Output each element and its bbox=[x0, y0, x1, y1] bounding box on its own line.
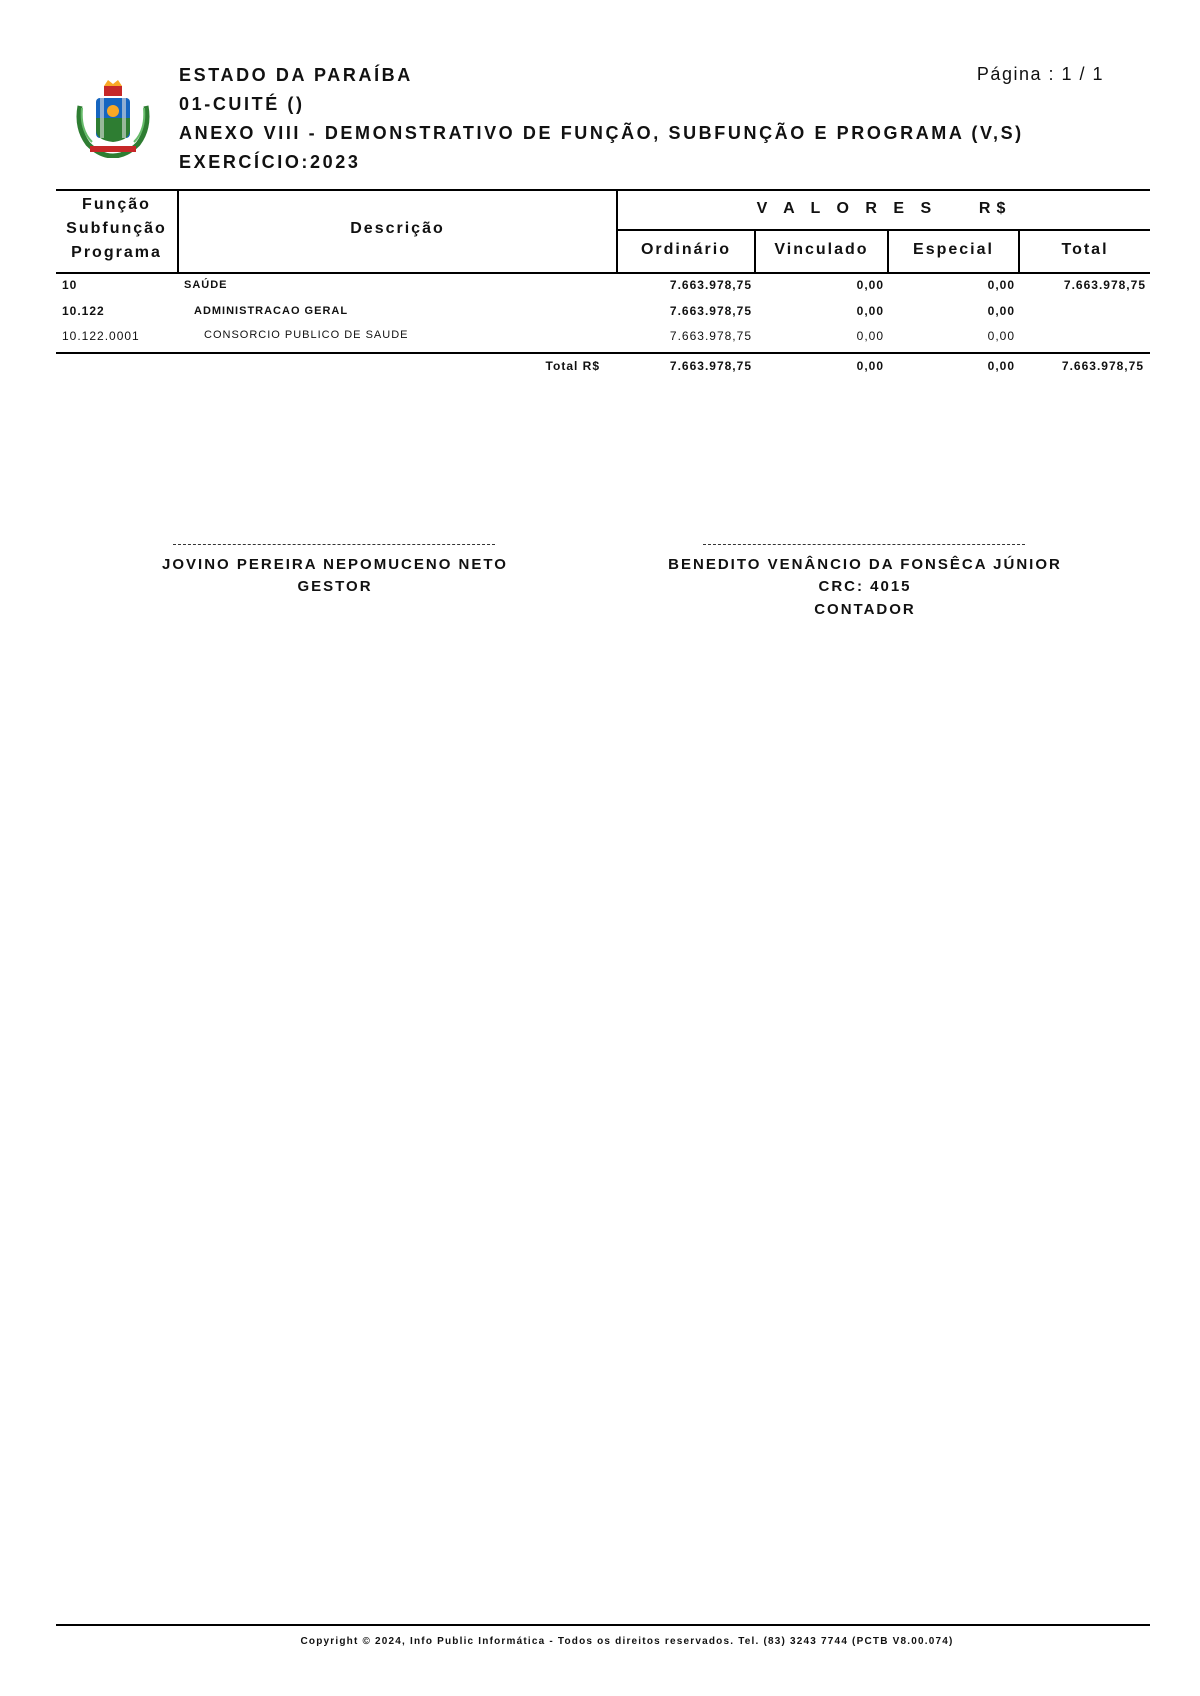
description-header: Descrição bbox=[350, 220, 445, 237]
entity-name: 01-CUITÉ () bbox=[179, 94, 305, 114]
state-coat-of-arms-logo bbox=[74, 78, 152, 158]
page-number: Página : 1 / 1 bbox=[976, 64, 1104, 84]
code-header-programa: Programa bbox=[71, 244, 162, 261]
row-especial: 0,00 bbox=[987, 304, 1015, 318]
signature-crc-contador: CRC: 4015 bbox=[818, 578, 912, 595]
row-ordinario: 7.663.978,75 bbox=[669, 304, 752, 318]
exercise-year: EXERCÍCIO:2023 bbox=[179, 152, 361, 172]
row-vinculado: 0,00 bbox=[856, 329, 884, 343]
totals-especial: 0,00 bbox=[987, 359, 1015, 373]
signature-name-gestor: JOVINO PEREIRA NEPOMUCENO NETO bbox=[162, 556, 508, 573]
signature-role-contador: CONTADOR bbox=[814, 601, 916, 618]
code-header-subfuncao: Subfunção bbox=[66, 220, 167, 237]
values-header-divider bbox=[617, 229, 1150, 231]
row-especial: 0,00 bbox=[987, 278, 1015, 292]
state-name: ESTADO DA PARAÍBA bbox=[179, 65, 413, 85]
signature-line-gestor bbox=[173, 544, 495, 545]
row-description: CONSORCIO PUBLICO DE SAUDE bbox=[204, 329, 409, 341]
totals-ordinario: 7.663.978,75 bbox=[669, 359, 752, 373]
column-header-especial: Especial bbox=[913, 241, 994, 258]
code-header bbox=[56, 193, 177, 265]
row-vinculado: 0,00 bbox=[856, 278, 884, 292]
copyright-footer: Copyright © 2024, Info Public Informática - Todos os direitos reservados. Tel. (83) 3243 7744 (PCTB V8.00.074) bbox=[300, 1636, 954, 1647]
row-vinculado: 0,00 bbox=[856, 304, 884, 318]
row-total: 7.663.978,75 bbox=[1063, 278, 1146, 292]
row-code: 10.122.0001 bbox=[62, 329, 140, 343]
row-especial: 0,00 bbox=[987, 329, 1015, 343]
row-code: 10 bbox=[62, 278, 78, 292]
signature-name-contador: BENEDITO VENÂNCIO DA FONSÊCA JÚNIOR bbox=[668, 556, 1062, 573]
column-header-total: Total bbox=[1061, 241, 1109, 258]
column-header-vinculado: Vinculado bbox=[774, 241, 869, 258]
totals-label: Total R$ bbox=[545, 359, 600, 373]
table-header-bottom-border bbox=[56, 272, 1150, 274]
row-ordinario: 7.663.978,75 bbox=[669, 329, 752, 343]
row-code: 10.122 bbox=[62, 304, 105, 318]
totals-divider bbox=[56, 352, 1150, 354]
column-header-ordinario: Ordinário bbox=[640, 241, 731, 258]
row-description: ADMINISTRACAO GERAL bbox=[194, 305, 349, 317]
row-ordinario: 7.663.978,75 bbox=[669, 278, 752, 292]
report-title: ANEXO VIII - DEMONSTRATIVO DE FUNÇÃO, SUBFUNÇÃO E PROGRAMA (V,S) bbox=[179, 123, 1024, 143]
row-description: SAÚDE bbox=[184, 279, 228, 291]
signature-line-contador bbox=[703, 544, 1025, 545]
values-header: V A L O R E S R$ bbox=[756, 200, 1012, 217]
footer-divider bbox=[56, 1624, 1150, 1626]
code-header-funcao: Função bbox=[82, 196, 151, 213]
table-top-border bbox=[56, 189, 1150, 191]
totals-total: 7.663.978,75 bbox=[1061, 359, 1144, 373]
totals-vinculado: 0,00 bbox=[856, 359, 884, 373]
signature-role-gestor: GESTOR bbox=[297, 578, 373, 595]
